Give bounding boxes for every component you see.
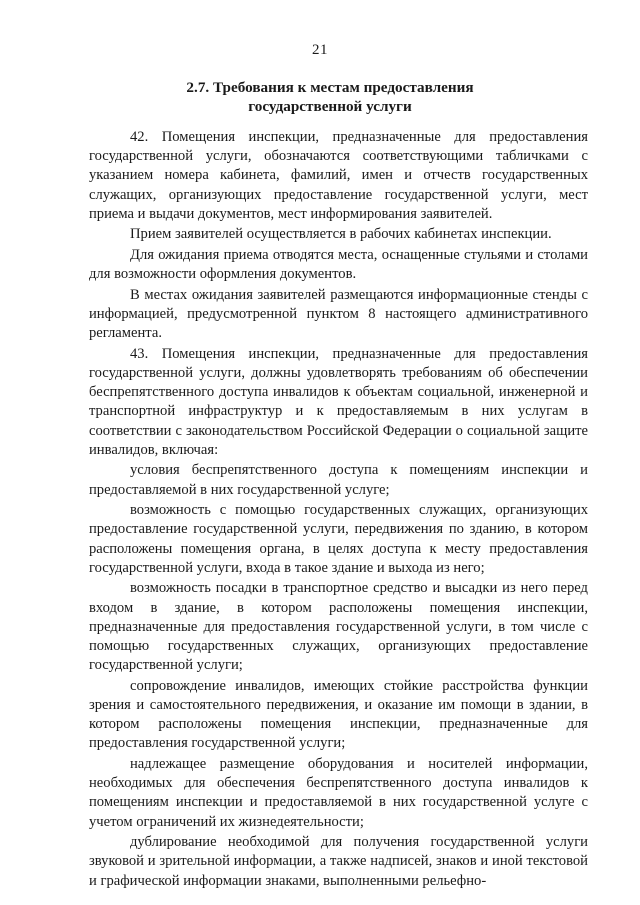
document-body [89,128,588,892]
list-item-escort-assistance: сопровождение инвалидов, имеющих стойкие расстройства функции зрения и самостоятельного передвижения, и оказание им помощи в здании, в котором расположены помещения инспекции, предназначенные для предоставления государственной услуги; [89,677,588,752]
section-title-text: Требования к местам предоставления [213,79,474,96]
list-item-access-conditions: условия беспрепятственного доступа к помещениям инспекции и предоставляемой в них государственной услуге; [89,462,588,498]
paragraph-reception: Прием заявителей осуществляется в рабочих кабинетах инспекции. [130,226,552,243]
paragraph-info-stands: В местах ожидания заявителей размещаются информационные стенды с информацией, предусмотренной пунктом 8 настоящего административного регламента. [89,286,588,342]
section-title-line-2: государственной услуги [248,98,412,115]
paragraph-43: 43. Помещения инспекции, предназначенные для предоставления государственной услуги, должны удовлетворять требованиям об обеспечении беспрепятственного доступа инвалидов к объектам социальной, инженерной и транспортной инфраструктур и к предоставляемым в них услугам в соответствии с законодательством Российской Федерации о социальной защите инвалидов, включая: [89,345,588,458]
list-item-movement-assistance: возможность с помощью государственных служащих, организующих предоставление государственной услуги, передвижения по зданию, в котором расположены помещения органа, в целях доступа к месту предоставления государственной услуги, входа в такое здание и выхода из него; [89,502,588,576]
section-title-line-1 [160,78,500,97]
list-item-equipment-placement: надлежащее размещение оборудования и носителей информации, необходимых для обеспечения беспрепятственного доступа инвалидов к помещениям инспекции и предоставляемой в них государственной услуге с учетом ограничений их жизнедеятельности; [89,756,588,830]
section-number: 2.7. [186,79,210,96]
list-item-information-duplication: дублирование необходимой для получения государственной услуги звуковой и зрительной информации, а также надписей, знаков и иной текстовой и графической информации знаками, выполненными рельефно- [89,834,588,889]
section-heading [160,78,500,116]
page-number: 21 [312,42,328,58]
list-item-transport-boarding: возможность посадки в транспортное средство и высадки из него перед входом в здание, в котором расположены помещения инспекции, предназначенные для предоставления государственной услуги, в том числе с помощью государственных служащих, организующих предоставление государственной услуги; [89,580,588,674]
paragraph-42: 42. Помещения инспекции, предназначенные для предоставления государственной услуги, обозначаются соответствующими табличками с указанием номера кабинета, фамилий, имен и отчеств государственных служащих, организующих предоставление государственной услуги, мест приема и выдачи документов, мест информирования заявителей. [89,129,588,222]
paragraph-waiting-places: Для ожидания приема отводятся места, оснащенные стульями и столами для возможности оформления документов. [89,247,588,283]
